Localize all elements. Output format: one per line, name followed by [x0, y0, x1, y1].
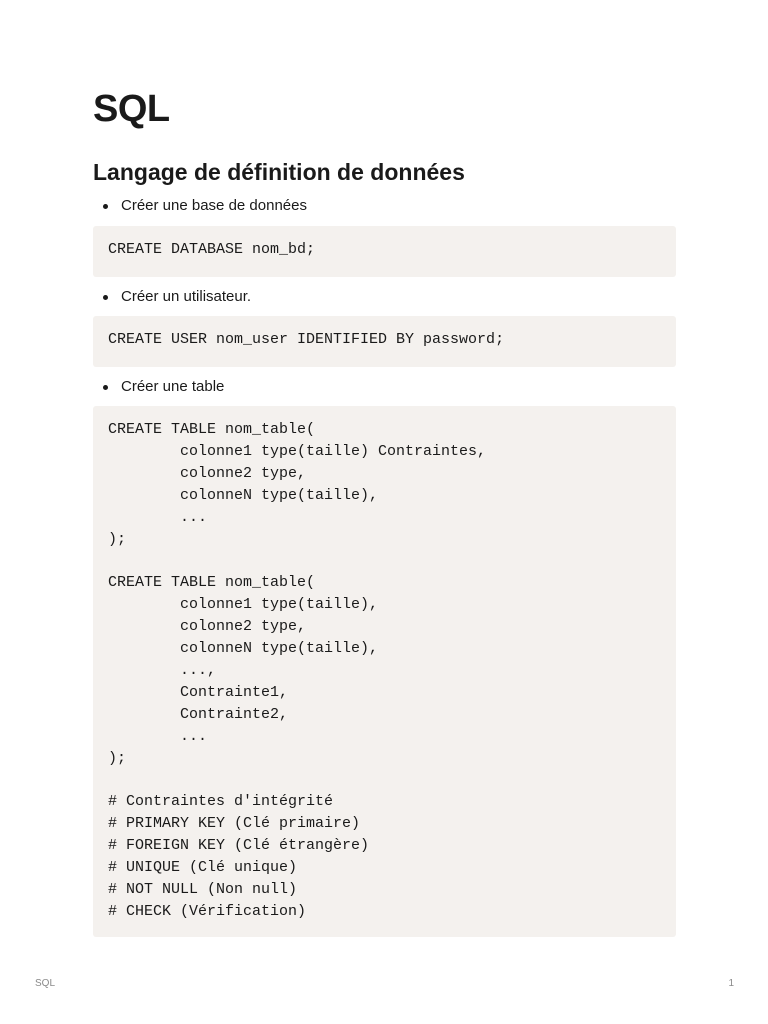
footer-page-number: 1 [728, 978, 734, 989]
code-block-create-database: CREATE DATABASE nom_bd; [93, 226, 676, 277]
page-title: SQL [93, 88, 170, 130]
list-item-text: Créer une table [121, 378, 225, 395]
bullet-dot-icon [103, 295, 108, 300]
list-item-text: Créer une base de données [121, 197, 307, 214]
bullet-dot-icon [103, 204, 108, 209]
list-item-text: Créer un utilisateur. [121, 288, 252, 305]
section-heading: Langage de définition de données [93, 159, 465, 185]
footer-document-title: SQL [35, 978, 56, 989]
bullet-dot-icon [103, 385, 108, 390]
code-block-create-table: CREATE TABLE nom_table( colonne1 type(taille) Contraintes, colonne2 type, colonneN type(taille), ... ); CREATE TABLE nom_table( colonne1 type(taille), colonne2 type, colonneN type(taille), ..., Contrainte1, Contrainte2, ... ); # Contraintes d'intégrité # PRIMARY KEY (Clé primaire) # FOREIGN KEY (Clé étrangère) # UNIQUE (Clé unique) # NOT NULL (Non null) # CHECK (Vérification) [93, 406, 676, 937]
code-block-create-user: CREATE USER nom_user IDENTIFIED BY password; [93, 316, 676, 367]
